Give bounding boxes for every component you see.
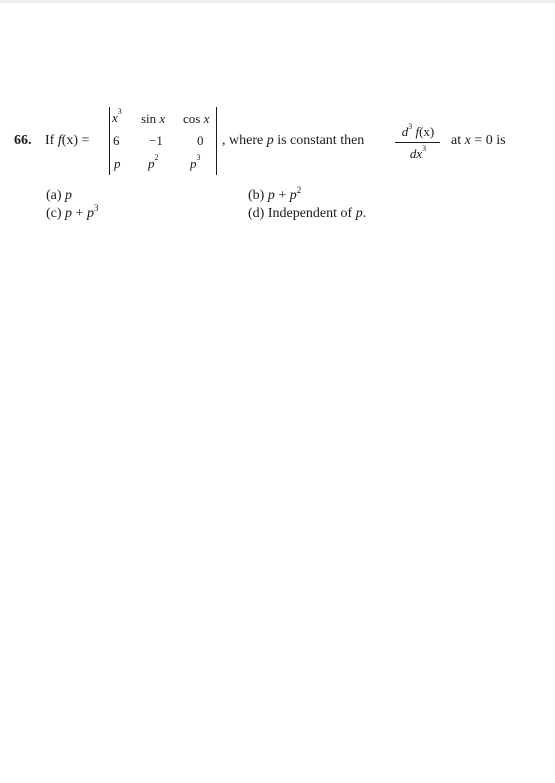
matrix-r2c2: −1 — [149, 133, 163, 148]
where-clause: , where p is constant then — [222, 133, 365, 148]
if-word: If — [45, 133, 58, 148]
fraction-numerator: $d^3$ f(x) — [401, 122, 435, 139]
equals-sign: = — [78, 133, 90, 148]
matrix-r2c3: 0 — [197, 133, 204, 148]
determinant-left-bar — [109, 107, 110, 175]
top-border — [0, 0, 555, 3]
option-a[interactable]: (a) p — [46, 188, 73, 203]
matrix-r1c1: $x^3$ — [112, 107, 122, 125]
matrix-r1c2: sin x — [141, 111, 166, 126]
option-a-label: (a) — [46, 188, 62, 203]
matrix-r3c3: $p^3$ — [190, 153, 201, 171]
fraction-bar — [395, 142, 440, 143]
option-c[interactable]: (c) $p + p^3$ — [46, 203, 99, 221]
fraction-denominator: $dx^3$ — [409, 144, 427, 161]
function-definition — [45, 134, 89, 148]
option-d[interactable]: (d) Independent of p. — [248, 206, 367, 221]
determinant — [109, 107, 217, 175]
matrix-r3c2: $p^2$ — [148, 153, 159, 171]
matrix-r3c1: p — [114, 156, 121, 171]
option-b-label: (b) — [248, 188, 265, 203]
option-d-label: (d) — [248, 206, 265, 221]
determinant-right-bar — [216, 107, 217, 175]
option-c-label: (c) — [46, 206, 62, 221]
matrix-r2c1: 6 — [113, 133, 120, 148]
matrix-r1c3: cos x — [183, 111, 210, 126]
evaluation-point: at x = 0 is — [451, 133, 506, 148]
question-number: 66. — [14, 133, 32, 148]
function-argument: (x) — [61, 133, 79, 148]
function-name: f — [57, 133, 62, 148]
option-b[interactable]: (b) $p + p^2$ — [248, 185, 302, 203]
